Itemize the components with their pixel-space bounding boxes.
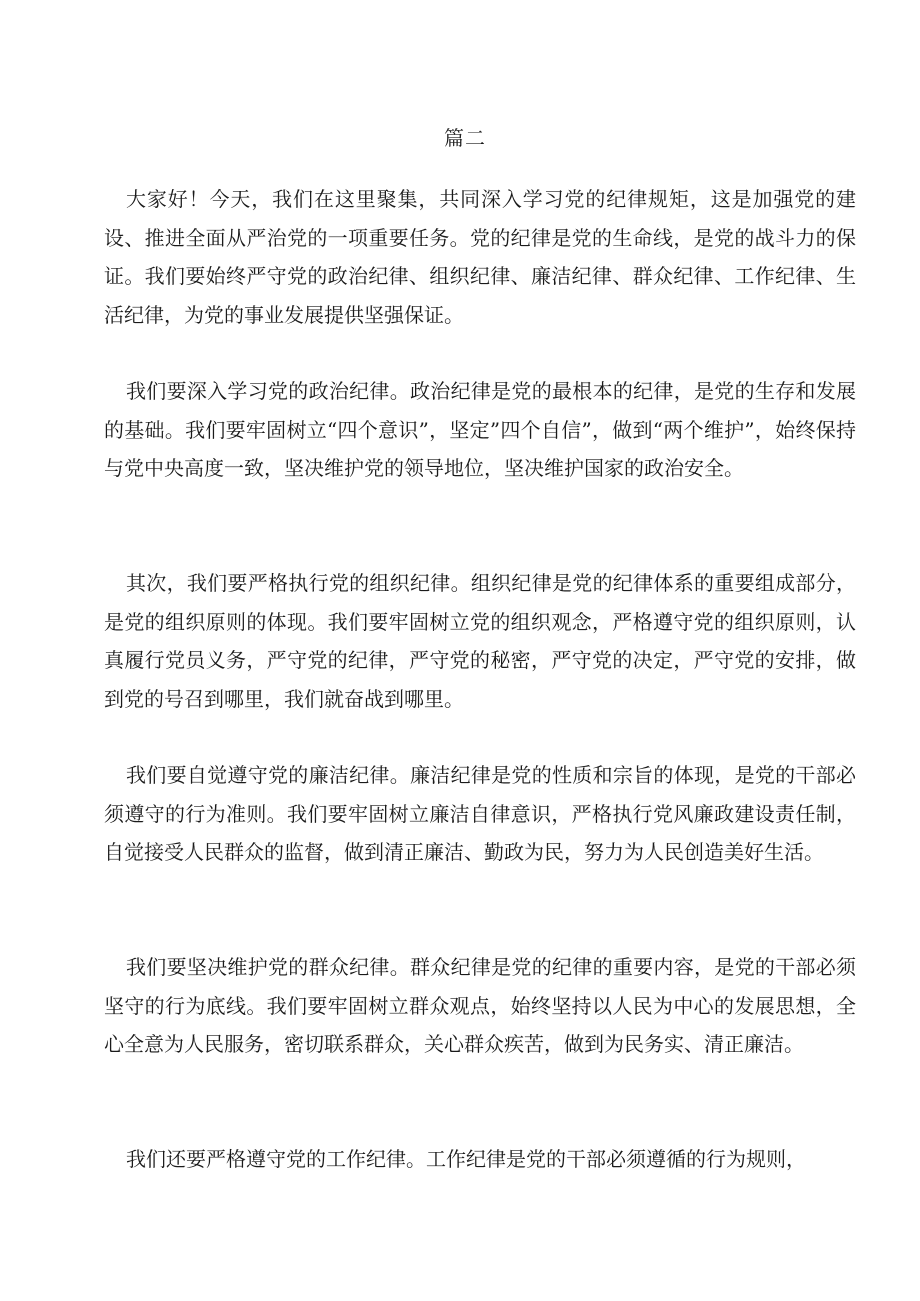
paragraph-integrity-discipline: 我们要自觉遵守党的廉洁纪律。廉洁纪律是党的性质和宗旨的体现，是党的干部必须遵守的行为准则。我们要牢固树立廉洁自律意识，严格执行党风廉政建设责任制，自觉接受人民群众的监督，做到清正廉洁、勤政为民，努力为人民创造美好生活。 bbox=[104, 763, 856, 864]
paragraph-political-discipline: 我们要深入学习党的政治纪律。政治纪律是党的最根本的纪律，是党的生存和发展的基础。我们要牢固树立“四个意识”，坚定”四个自信”，做到“两个维护”，始终保持与党中央高度一致，坚决维护党的领导地位，坚决维护国家的政治安全。 bbox=[104, 379, 856, 480]
paragraph-organizational-discipline: 其次，我们要严格执行党的组织纪律。组织纪律是党的纪律体系的重要组成部分，是党的组织原则的体现。我们要牢固树立党的组织观念，严格遵守党的组织原则，认真履行党员义务，严守党的纪律，严守党的秘密，严守党的决定，严守党的安排，做到党的号召到哪里，我们就奋战到哪里。 bbox=[104, 571, 856, 711]
paragraph-work-discipline: 我们还要严格遵守党的工作纪律。工作纪律是党的干部必须遵循的行为规则， bbox=[126, 1147, 806, 1171]
document-title: 篇二 bbox=[444, 126, 486, 150]
paragraph-intro: 大家好！今天，我们在这里聚集，共同深入学习党的纪律规矩，这是加强党的建设、推进全面从严治党的一项重要任务。党的纪律是党的生命线，是党的战斗力的保证。我们要始终严守党的政治纪律、组织纪律、廉洁纪律、群众纪律、工作纪律、生活纪律，为党的事业发展提供坚强保证。 bbox=[104, 187, 856, 327]
paragraph-mass-discipline: 我们要坚决维护党的群众纪律。群众纪律是党的纪律的重要内容，是党的干部必须坚守的行为底线。我们要牢固树立群众观点，始终坚持以人民为中心的发展思想，全心全意为人民服务，密切联系群众，关心群众疾苦，做到为民务实、清正廉洁。 bbox=[104, 955, 856, 1056]
